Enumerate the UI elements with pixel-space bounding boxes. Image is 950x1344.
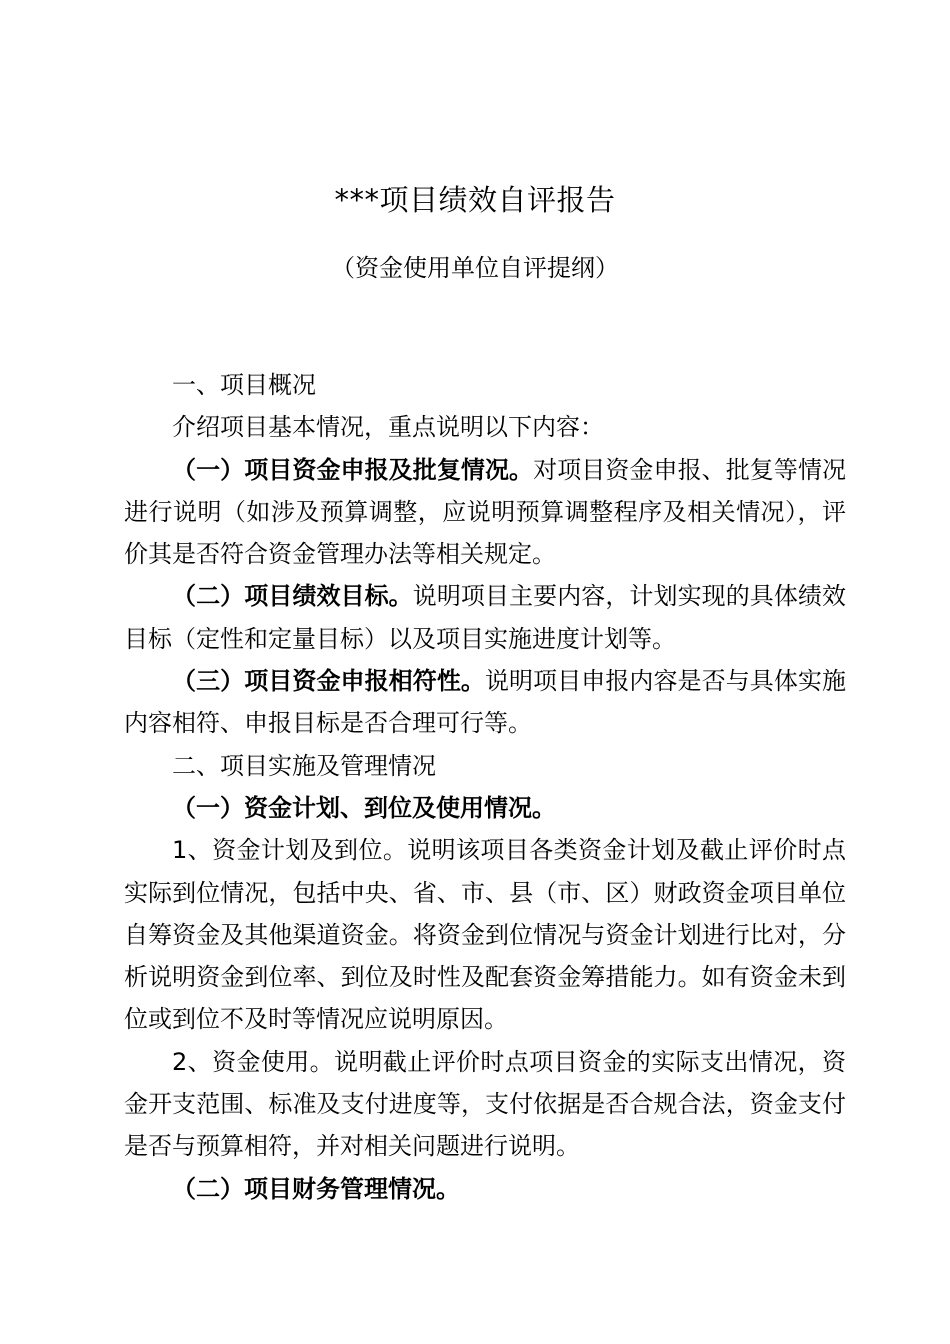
subsection-heading: （二）项目财务管理情况。: [172, 1174, 460, 1203]
paragraph: 1、资金计划及到位。说明该项目各类资金计划及截止评价时点实际到位情况，包括中央、省、市、县（市、区）财政资金项目单位自筹资金及其他渠道资金。将资金到位情况与资金计划进行比对，分析说明资金到位率、到位及时性及配套资金筹措能力。如有资金未到位或到位不及时等情况应说明原因。: [124, 836, 846, 1034]
paragraph: [124, 1168, 846, 1210]
section-heading: 一、项目概况: [172, 371, 316, 399]
paragraph: 介绍项目基本情况，重点说明以下内容：: [172, 413, 604, 442]
document-subtitle: （资金使用单位自评提纲）: [331, 254, 619, 282]
document-title: ***项目绩效自评报告: [334, 183, 616, 217]
paragraph: [124, 787, 846, 829]
paragraph: 2、资金使用。说明截止评价时点项目资金的实际支出情况，资金开支范围、标准及支付进度等，支付依据是否合规合法，资金支付是否与预算相符，并对相关问题进行说明。: [124, 1047, 846, 1161]
subsection-heading: （一）资金计划、到位及使用情况。: [172, 793, 556, 822]
paragraph-text: 说明项目主要内容，计划实现的具体绩效目标（定性和定量目标）以及项目实施进度计划等。: [124, 582, 847, 653]
document-body: [124, 364, 846, 1210]
subsection-heading: （三）项目资金申报相符性。: [172, 667, 485, 696]
paragraph: [124, 449, 846, 576]
paragraph: [124, 660, 846, 745]
subsection-heading: （二）项目绩效目标。: [172, 582, 413, 611]
subsection-heading: （一）项目资金申报及批复情况。: [172, 455, 534, 484]
paragraph: [124, 575, 846, 660]
section-heading: 二、项目实施及管理情况: [172, 751, 436, 780]
paragraph-text: 说明项目申报内容是否与具体实施内容相符、申报目标是否合理可行等。: [124, 667, 847, 738]
paragraph-text: 对项目资金申报、批复等情况进行说明（如涉及预算调整，应说明预算调整程序及相关情况），评价其是否符合资金管理办法等相关规定。: [124, 455, 847, 569]
